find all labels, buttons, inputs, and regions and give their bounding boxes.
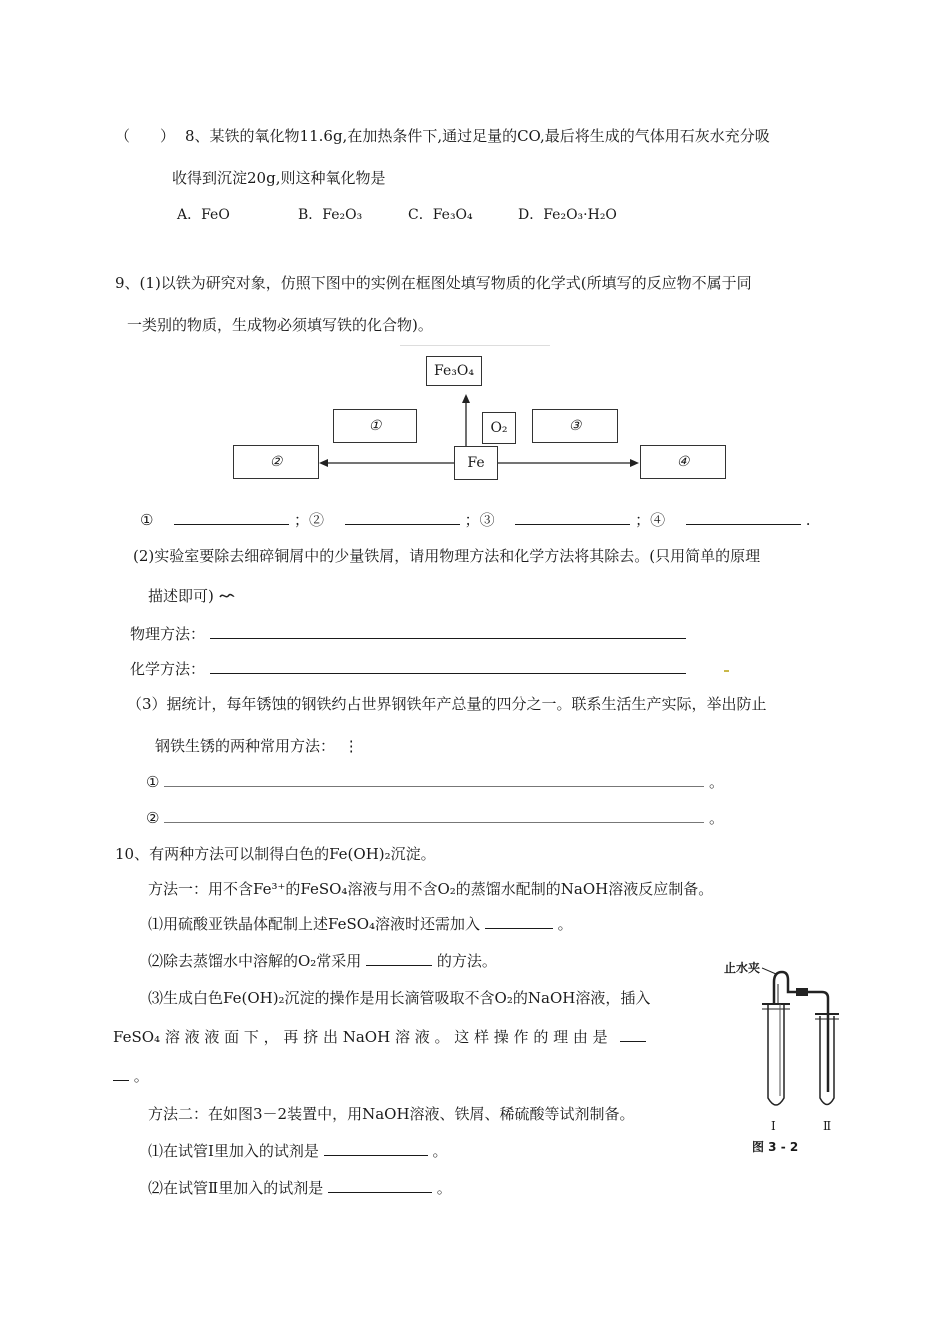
q8-line1: 8、某铁的氧化物11.6g,在加热条件下,通过足量的CO,最后将生成的气体用石灰水充分吸 [185, 127, 770, 145]
q9-part3-line2 [155, 736, 359, 756]
q10-m1-q3-line2: FeSO₄ 溶 液 液 面 下 ， 再 挤 出 NaOH 溶 液 。 这 样 操 作 的 理 由 是 [113, 1028, 608, 1046]
q10-m2-q2-field[interactable] [328, 1178, 432, 1193]
rust-method-2-row [146, 808, 724, 828]
scribble-icon [219, 586, 235, 596]
physical-method-row [130, 624, 686, 644]
q8-line2: 收得到沉淀20g,则这种氧化物是 [172, 169, 386, 187]
rust-method-2-end: 。 [709, 809, 725, 827]
q10-method2: 方法二：在如图3－2装置中，用NaOH溶液、铁屑、稀硫酸等试剂制备。 [148, 1105, 635, 1123]
q10-m1-q1-row [148, 914, 573, 934]
q10-m1-q2-field[interactable] [366, 951, 432, 966]
q9-part3-line1: （3）据统计，每年锈蚀的钢铁约占世界钢铁年产总量的四分之一。联系生活生产实际，举出防止 [127, 695, 767, 713]
physical-method-field[interactable] [210, 624, 686, 639]
q10-m2-q2-end: 。 [436, 1179, 452, 1197]
box-3: ③ [532, 409, 618, 443]
q10-m1-q3-field-b[interactable] [113, 1066, 129, 1081]
q10-m1-q1-end: 。 [557, 915, 573, 933]
chemical-method-row [130, 659, 686, 679]
answer-field-3[interactable] [515, 510, 630, 525]
rust-method-1-field[interactable] [164, 772, 704, 787]
q10-m1-q1: ⑴用硫酸亚铁晶体配制上述FeSO₄溶液时还需加入 [148, 915, 481, 933]
answer-label-1: ① [140, 511, 154, 529]
q8-option-a: A．FeO [177, 207, 230, 223]
chemical-method-field[interactable] [210, 659, 686, 674]
q9-part2-line1: (2)实验室要除去细碎铜屑中的少量铁屑，请用物理方法和化学方法将其除去。(只用简单的原理 [133, 547, 761, 565]
box-1: ① [333, 409, 417, 443]
rust-method-2-field[interactable] [164, 808, 704, 823]
fe-reaction-diagram [230, 345, 730, 485]
box-2: ② [233, 445, 319, 479]
box-4: ④ [640, 445, 726, 479]
diagram-arrows [230, 345, 730, 485]
answer-label-2: ；② [294, 511, 325, 529]
figure-caption: 图 3 - 2 [752, 1140, 799, 1154]
q9-part1-line2: 一类别的物质，生成物必须填写铁的化合物)。 [127, 316, 433, 334]
q9-part2-line2 [148, 586, 235, 606]
q10-m2-q1: ⑴在试管Ⅰ里加入的试剂是 [148, 1142, 319, 1160]
answer-label-3: ；③ [464, 511, 495, 529]
q9-answer-line [140, 510, 811, 530]
q10-m1-q3-row2 [113, 1027, 646, 1047]
q9-part2-line2-text: 描述即可) [148, 587, 214, 605]
q10-m1-q2: ⑵除去蒸馏水中溶解的O₂常采用 [148, 952, 362, 970]
q10-m2-q1-end: 。 [432, 1142, 448, 1160]
rust-method-1-label: ① [146, 773, 160, 791]
clamp-label: 止水夹 [724, 961, 761, 975]
answer-field-1[interactable] [174, 510, 289, 525]
box-o2: O₂ [482, 412, 516, 444]
q8-option-d: D．Fe₂O₃·H₂O [518, 207, 617, 223]
tube-2-label: Ⅱ [823, 1119, 832, 1133]
q10-m1-q3-end: 。 [133, 1067, 149, 1085]
q9-part3-line2-text: 钢铁生锈的两种常用方法： [155, 737, 336, 755]
q10-title: 10、有两种方法可以制得白色的Fe(OH)₂沉淀。 [115, 845, 436, 863]
box-fe: Fe [454, 446, 498, 480]
rust-method-1-end: 。 [709, 773, 725, 791]
q8-option-b: B．Fe₂O₃ [298, 207, 363, 223]
q10-m2-q2: ⑵在试管Ⅱ里加入的试剂是 [148, 1179, 324, 1197]
stray-mark [724, 670, 729, 672]
q8-option-c: C．Fe₃O₄ [408, 207, 473, 223]
q10-m2-q1-row [148, 1141, 448, 1161]
physical-method-label: 物理方法： [130, 625, 206, 643]
dots-mark: ⋮ [343, 737, 359, 755]
figure-3-2 [724, 956, 854, 1156]
box-fe3o4: Fe₃O₄ [426, 356, 482, 386]
q10-m2-q2-row [148, 1178, 452, 1198]
rust-method-2-label: ② [146, 809, 160, 827]
q10-method1: 方法一：用不含Fe³⁺的FeSO₄溶液与用不含O₂的蒸馏水配制的NaOH溶液反应制备。 [148, 880, 714, 898]
q10-m1-q3-row3 [113, 1066, 149, 1086]
tube-1-label: Ⅰ [771, 1119, 776, 1133]
q10-m1-q2-row [148, 951, 497, 971]
answer-end: . [805, 511, 811, 529]
rust-method-1-row [146, 772, 724, 792]
answer-label-4: ；④ [635, 511, 666, 529]
answer-field-2[interactable] [345, 510, 460, 525]
q8-paren: （ ） [115, 127, 176, 145]
q10-m1-q1-field[interactable] [485, 914, 553, 929]
q10-m1-q3-line1: ⑶生成白色Fe(OH)₂沉淀的操作是用长滴管吸取不含O₂的NaOH溶液，插入 [148, 989, 651, 1007]
apparatus-drawing [724, 956, 854, 1116]
chemical-method-label: 化学方法： [130, 660, 206, 678]
q9-part1-line1: 9、(1)以铁为研究对象，仿照下图中的实例在框图处填写物质的化学式(所填写的反应物不属于同 [115, 274, 752, 292]
q10-m1-q3-field-a[interactable] [620, 1027, 646, 1042]
q10-m1-q2-tail: 的方法。 [436, 952, 497, 970]
q10-m2-q1-field[interactable] [324, 1141, 428, 1156]
answer-field-4[interactable] [686, 510, 801, 525]
